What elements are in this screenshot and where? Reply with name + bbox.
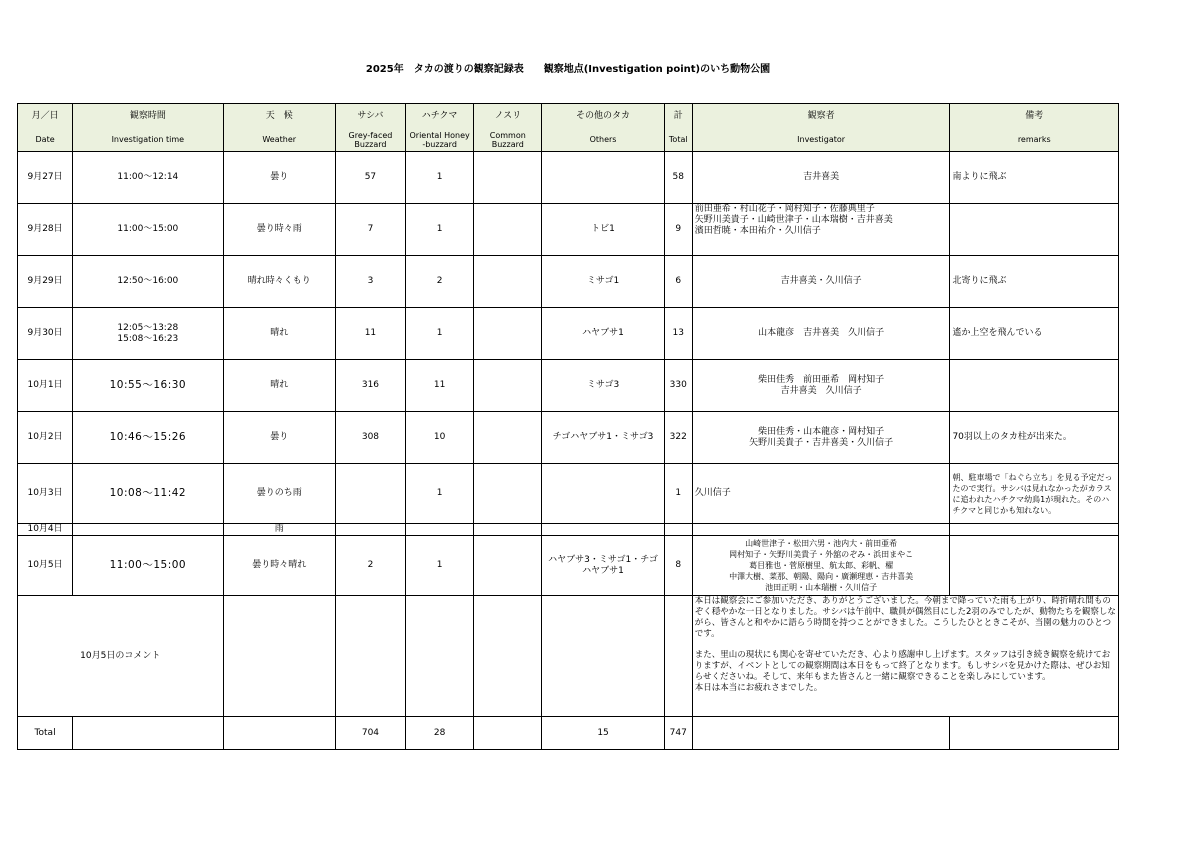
cell-investigator: 吉井喜美・久川信子: [692, 256, 950, 308]
cell-total: 9: [664, 204, 692, 256]
total-blank: [950, 717, 1119, 750]
cell-date: 9月27日: [18, 152, 73, 204]
cell-others: [542, 524, 664, 536]
cell-sashiba: 57: [335, 152, 405, 204]
cell-remarks: 北寄りに飛ぶ: [950, 256, 1119, 308]
cell-nosuri: [474, 360, 542, 412]
cell-sashiba: [335, 464, 405, 524]
header-others: その他のタカ: [542, 104, 664, 129]
header-total: 計: [664, 104, 692, 129]
cell-investigator: 前田亜希・村山花子・岡村知子・佐藤典里子 矢野川美貴子・山崎世津子・山本瑞樹・吉井喜美 濱田哲暁・本田祐介・久川信子: [692, 204, 950, 256]
cell-hachikuma: 2: [406, 256, 474, 308]
cell-remarks: [950, 360, 1119, 412]
cell-sashiba: 316: [335, 360, 405, 412]
cell-sashiba: 308: [335, 412, 405, 464]
header-sashiba: サシバ: [335, 104, 405, 129]
cell-sashiba: 2: [335, 536, 405, 596]
header-weather-en: Weather: [223, 128, 335, 152]
cell-remarks: 朝、駐車場で「ねぐら立ち」を見る予定だったので実行。サシバは見れなかったがカラスに追われたハチクマ幼鳥1が現れた。そのハチクマと同じかも知れない。: [950, 464, 1119, 524]
cell-nosuri: [474, 464, 542, 524]
cell-others: ミサゴ1: [542, 256, 664, 308]
comment-blank: [335, 596, 405, 717]
cell-nosuri: [474, 308, 542, 360]
total-blank: [692, 717, 950, 750]
cell-date: 10月4日: [18, 524, 73, 536]
comment-label: 10月5日のコメント: [18, 596, 224, 717]
header-hachikuma: ハチクマ: [406, 104, 474, 129]
table-row: [18, 464, 1119, 524]
cell-investigator: 吉井喜美: [692, 152, 950, 204]
header-time-en: Investigation time: [73, 128, 223, 152]
cell-hachikuma: 1: [406, 204, 474, 256]
cell-others: ハヤブサ1: [542, 308, 664, 360]
comment-row: [18, 596, 1119, 717]
cell-sashiba: [335, 524, 405, 536]
header-hachikuma-en: Oriental Honey -buzzard: [406, 128, 474, 152]
cell-time: 12:05～13:28 15:08～16:23: [73, 308, 223, 360]
table-row: [18, 308, 1119, 360]
cell-nosuri: [474, 204, 542, 256]
comment-text: 本日は観察会にご参加いただき、ありがとうございました。今朝まで降っていた雨も上がり、時折晴れ間ものぞく穏やかな一日となりました。サシバは午前中、職員が偶然目にした2羽のみでしたが、動物たちを観察しながら、皆さんと和やかに語らう時間を持つことができました。こうしたひとときこそが、当園の魅力のひとつです。 また、里山の現状にも関心を寄せていただき、心より感謝申し上げます。スタッフは引き続き観察を続けておりますが、イベントとしての観察期間は本日をもって終了となります。もしサシバを見かけた際は、ぜひお知らせくださいね。そして、来年もまた皆さんと一緒に観察できることを楽しみにしています。 本日は本当にお疲れさまでした。: [692, 596, 1118, 717]
cell-total: 8: [664, 536, 692, 596]
cell-nosuri: [474, 536, 542, 596]
cell-date: 9月28日: [18, 204, 73, 256]
cell-investigator: 柴田佳秀 前田亜希 岡村知子 吉井喜美 久川信子: [692, 360, 950, 412]
cell-date: 9月30日: [18, 308, 73, 360]
cell-others: ハヤブサ3・ミサゴ1・チゴ ハヤブサ1: [542, 536, 664, 596]
comment-blank: [223, 596, 335, 717]
cell-date: 10月1日: [18, 360, 73, 412]
header-remarks: 備考: [950, 104, 1119, 129]
cell-others: [542, 464, 664, 524]
cell-total: 58: [664, 152, 692, 204]
header-row-en: [18, 128, 1119, 152]
cell-time: 11:00～15:00: [73, 204, 223, 256]
cell-date: 10月5日: [18, 536, 73, 596]
cell-total: 330: [664, 360, 692, 412]
comment-blank: [542, 596, 664, 717]
cell-others: トビ1: [542, 204, 664, 256]
cell-investigator: 山崎世津子・松田六男・池内大・前田亜希 岡村知子・矢野川美貴子・外舘のぞみ・浜田まやこ 葛目雅也・菅原樹里、航太郎、彩帆、櫂 中澤大樹、菜那、朝陽、陽向・廣瀬理恵・吉井喜美 池田正明・山本瑞樹・久川信子: [692, 536, 950, 596]
total-others: 15: [542, 717, 664, 750]
cell-nosuri: [474, 524, 542, 536]
header-investigator: 観察者: [692, 104, 950, 129]
cell-investigator: 柴田佳秀・山本龍彦・岡村知子 矢野川美貴子・吉井喜美・久川信子: [692, 412, 950, 464]
table-row: [18, 204, 1119, 256]
header-remarks-en: remarks: [950, 128, 1119, 152]
cell-nosuri: [474, 412, 542, 464]
cell-investigator: 久川信子: [692, 464, 950, 524]
header-nosuri: ノスリ: [474, 104, 542, 129]
cell-nosuri: [474, 152, 542, 204]
cell-hachikuma: [406, 524, 474, 536]
cell-others: [542, 152, 664, 204]
cell-hachikuma: 10: [406, 412, 474, 464]
cell-weather: 晴れ: [223, 308, 335, 360]
cell-remarks: 70羽以上のタカ柱が出来た。: [950, 412, 1119, 464]
cell-time: 10:46～15:26: [73, 412, 223, 464]
header-time: 観察時間: [73, 104, 223, 129]
cell-nosuri: [474, 256, 542, 308]
header-nosuri-en: Common Buzzard: [474, 128, 542, 152]
header-row-ja: [18, 104, 1119, 129]
header-date-en: Date: [18, 128, 73, 152]
table-row: [18, 536, 1119, 596]
cell-time: 11:00～12:14: [73, 152, 223, 204]
cell-time: 11:00～15:00: [73, 536, 223, 596]
comment-blank: [406, 596, 474, 717]
observation-table: [17, 103, 1119, 750]
cell-weather: 曇り: [223, 412, 335, 464]
table-row: [18, 152, 1119, 204]
total-nosuri: [474, 717, 542, 750]
total-blank: [223, 717, 335, 750]
cell-sashiba: 7: [335, 204, 405, 256]
cell-time: [73, 524, 223, 536]
cell-total: 6: [664, 256, 692, 308]
cell-others: チゴハヤブサ1・ミサゴ3: [542, 412, 664, 464]
header-investigator-en: Investigator: [692, 128, 950, 152]
header-total-en: Total: [664, 128, 692, 152]
cell-total: 13: [664, 308, 692, 360]
total-total: 747: [664, 717, 692, 750]
cell-others: ミサゴ3: [542, 360, 664, 412]
total-hachikuma: 28: [406, 717, 474, 750]
table-row: [18, 360, 1119, 412]
cell-weather: 曇りのち雨: [223, 464, 335, 524]
cell-sashiba: 11: [335, 308, 405, 360]
cell-time: 10:55～16:30: [73, 360, 223, 412]
total-blank: [73, 717, 223, 750]
header-weather: 天 候: [223, 104, 335, 129]
cell-remarks: [950, 524, 1119, 536]
cell-hachikuma: 1: [406, 464, 474, 524]
cell-date: 10月2日: [18, 412, 73, 464]
header-sashiba-en: Grey-faced Buzzard: [335, 128, 405, 152]
table-row: [18, 524, 1119, 536]
total-row: [18, 717, 1119, 750]
cell-remarks: 遙か上空を飛んでいる: [950, 308, 1119, 360]
header-others-en: Others: [542, 128, 664, 152]
cell-total: [664, 524, 692, 536]
page-title: 2025年 タカの渡りの観察記録表 観察地点(Investigation point)のいち動物公園: [365, 64, 771, 75]
cell-investigator: [692, 524, 950, 536]
cell-hachikuma: 11: [406, 360, 474, 412]
cell-weather: 晴れ: [223, 360, 335, 412]
header-date: 月／日: [18, 104, 73, 129]
cell-time: 12:50～16:00: [73, 256, 223, 308]
cell-hachikuma: 1: [406, 152, 474, 204]
cell-hachikuma: 1: [406, 308, 474, 360]
cell-investigator: 山本龍彦 吉井喜美 久川信子: [692, 308, 950, 360]
cell-date: 10月3日: [18, 464, 73, 524]
cell-time: 10:08～11:42: [73, 464, 223, 524]
total-sashiba: 704: [335, 717, 405, 750]
comment-blank: [474, 596, 542, 717]
cell-weather: 晴れ時々くもり: [223, 256, 335, 308]
cell-remarks: [950, 536, 1119, 596]
cell-total: 1: [664, 464, 692, 524]
comment-blank: [664, 596, 692, 717]
cell-sashiba: 3: [335, 256, 405, 308]
cell-weather: 雨: [223, 524, 335, 536]
cell-total: 322: [664, 412, 692, 464]
cell-date: 9月29日: [18, 256, 73, 308]
cell-weather: 曇り時々晴れ: [223, 536, 335, 596]
cell-hachikuma: 1: [406, 536, 474, 596]
cell-weather: 曇り: [223, 152, 335, 204]
total-label: Total: [18, 717, 73, 750]
cell-remarks: [950, 204, 1119, 256]
table-row: [18, 412, 1119, 464]
cell-remarks: 南よりに飛ぶ: [950, 152, 1119, 204]
cell-weather: 曇り時々雨: [223, 204, 335, 256]
table-row: [18, 256, 1119, 308]
